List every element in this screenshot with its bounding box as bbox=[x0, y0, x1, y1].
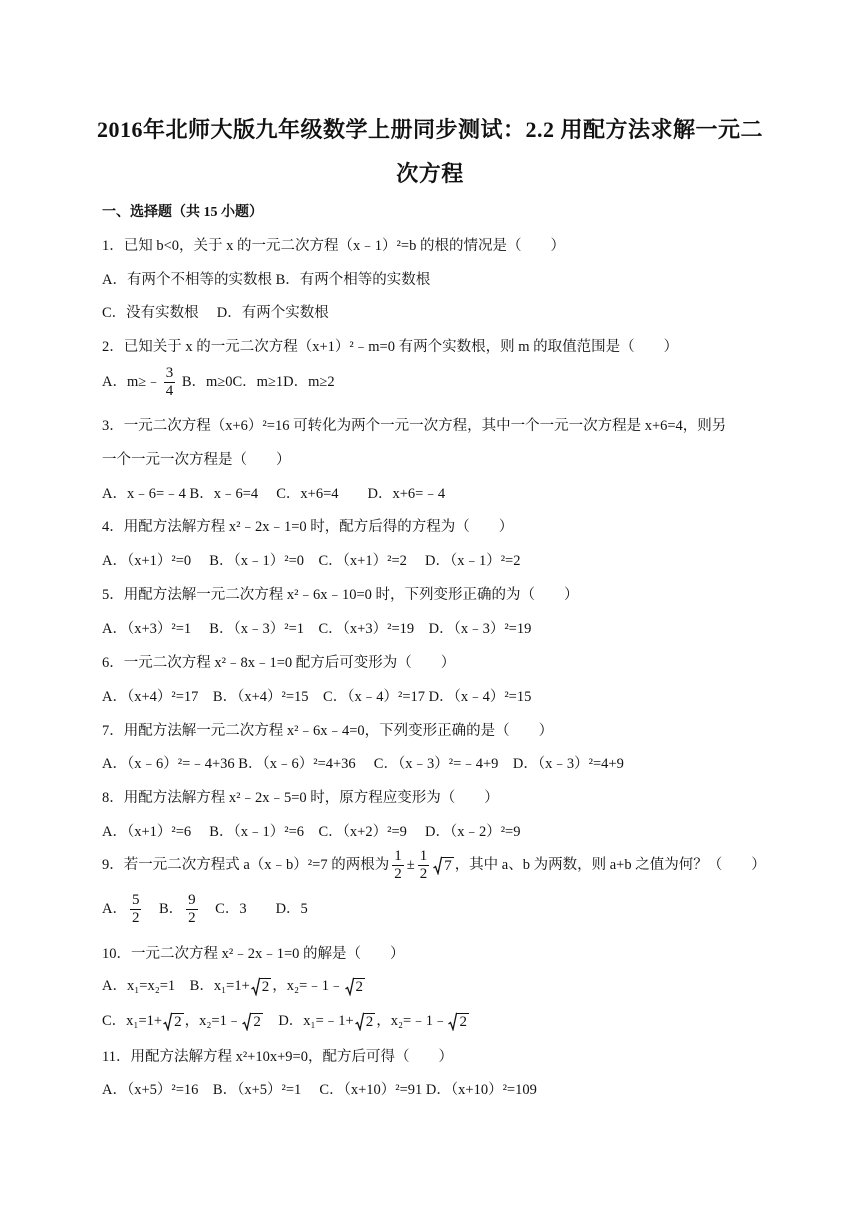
radicand: 2 bbox=[253, 1014, 261, 1031]
fraction bbox=[130, 893, 142, 926]
question-4-options: A．（x+1）²=0 B．（x﹣1）²=0 C．（x+1）²=2 D．（x﹣1）²=2 bbox=[102, 553, 521, 569]
question-9-option-a-label: A． bbox=[102, 900, 127, 917]
question-2-options bbox=[102, 366, 335, 399]
radicand: 2 bbox=[174, 1014, 182, 1031]
square-root bbox=[242, 1012, 263, 1031]
radicand: 2 bbox=[459, 1014, 467, 1031]
question-10-option-a-b-start: A．x₁=x₂=1 B．x₁=1+ bbox=[102, 978, 250, 994]
question-10-options-cd bbox=[102, 1009, 470, 1031]
question-3-stem-line-2: 一个一元一次方程是（ ） bbox=[102, 452, 291, 468]
question-2-option-a-label: A．m≥﹣ bbox=[102, 373, 161, 390]
fraction bbox=[186, 893, 198, 926]
fraction-numerator: 9 bbox=[188, 892, 196, 908]
document-title-line-1: 2016年北师大版九年级数学上册同步测试：2.2 用配方法求解一元二 bbox=[96, 117, 763, 142]
question-6-options: A．（x+4）²=17 B．（x+4）²=15 C．（x﹣4）²=17 D．（x﹣4）²=15 bbox=[102, 689, 532, 705]
question-9-stem-suffix: ，其中 a、b 为两数，则 a+b 之值为何？（ ） bbox=[454, 856, 766, 873]
question-2-options-bcd: B．m≥0C．m≥1D．m≥2 bbox=[181, 373, 335, 390]
fraction bbox=[164, 366, 176, 399]
question-4-stem: 4．用配方法解方程 x²﹣2x﹣1=0 时，配方后得的方程为（ ） bbox=[102, 519, 514, 535]
question-8-stem: 8．用配方法解方程 x²﹣2x﹣5=0 时，原方程应变形为（ ） bbox=[102, 790, 499, 806]
question-7-stem: 7．用配方法解一元二次方程 x²﹣6x﹣4=0，下列变形正确的是（ ） bbox=[102, 723, 554, 739]
fraction-denominator: 4 bbox=[165, 383, 174, 399]
question-9-options bbox=[102, 893, 308, 926]
question-9-stem bbox=[102, 849, 766, 882]
question-10-option-d-second-root: ，x₂=﹣1﹣ bbox=[376, 1013, 448, 1029]
question-3-stem-line-1: 3．一元二次方程（x+6）²=16 可转化为两个一元一次方程，其中一个一元一次方程是 x+6=4，则另 bbox=[102, 418, 727, 434]
question-10-option-c-second-root: ，x₂=1﹣ bbox=[184, 1013, 242, 1029]
radical-sign-icon bbox=[163, 1012, 172, 1031]
square-root bbox=[163, 1012, 184, 1031]
question-10-option-b-second-root: ，x₂=﹣1﹣ bbox=[272, 978, 344, 994]
question-9-options-cd: C．3 D．5 bbox=[215, 900, 308, 917]
square-root bbox=[355, 1012, 376, 1031]
square-root bbox=[433, 856, 454, 875]
question-5-options: A．（x+3）²=1 B．（x﹣3）²=1 C．（x+3）²=19 D．（x﹣3）²=19 bbox=[102, 621, 532, 637]
question-11-stem: 11．用配方法解方程 x²+10x+9=0，配方后可得（ ） bbox=[102, 1049, 453, 1065]
question-11-options: A．（x+5）²=16 B．（x+5）²=1 C．（x+10）²=91 D．（x+10）²=109 bbox=[102, 1082, 537, 1098]
fraction-numerator: 5 bbox=[131, 892, 140, 908]
question-10-option-c-start: C．x₁=1+ bbox=[102, 1013, 163, 1029]
question-9-stem-prefix: 9．若一元二次方程式 a（x﹣b）²=7 的两根为 bbox=[102, 856, 390, 873]
radicand: 2 bbox=[355, 979, 364, 996]
radicand: 2 bbox=[261, 979, 270, 996]
question-10-options-ab bbox=[102, 974, 366, 996]
radicand: 2 bbox=[365, 1014, 374, 1031]
fraction bbox=[392, 849, 404, 882]
radical-sign-icon bbox=[355, 1012, 364, 1031]
section-heading: 一、选择题（共 15 小题） bbox=[102, 205, 263, 220]
question-10-stem: 10．一元二次方程 x²﹣2x﹣1=0 的解是（ ） bbox=[102, 946, 405, 962]
fraction-denominator: 2 bbox=[131, 910, 140, 926]
fraction-denominator: 2 bbox=[188, 910, 196, 926]
fraction-denominator: 2 bbox=[394, 866, 402, 882]
question-2-stem: 2．已知关于 x 的一元二次方程（x+1）²﹣m=0 有两个实数根，则 m 的取值范围是（ ） bbox=[102, 339, 679, 355]
question-1-options-ab: A．有两个不相等的实数根 B．有两个相等的实数根 bbox=[102, 272, 431, 288]
fraction-numerator: 1 bbox=[394, 848, 402, 864]
document-title-line-2: 次方程 bbox=[396, 161, 464, 186]
square-root bbox=[345, 977, 366, 996]
question-9-option-b-label: B． bbox=[158, 900, 184, 917]
fraction-numerator: 3 bbox=[165, 365, 174, 381]
square-root bbox=[251, 977, 272, 996]
radical-sign-icon bbox=[251, 977, 260, 996]
question-10-option-d-start: D．x₁=﹣1+ bbox=[263, 1013, 354, 1029]
question-5-stem: 5．用配方法解一元二次方程 x²﹣6x﹣10=0 时，下列变形正确的为（ ） bbox=[102, 587, 579, 603]
radical-sign-icon bbox=[433, 856, 442, 875]
radical-sign-icon bbox=[345, 977, 354, 996]
plus-minus-sign: ± bbox=[406, 856, 415, 873]
square-root bbox=[448, 1012, 469, 1031]
question-3-options: A．x﹣6=﹣4 B．x﹣6=4 C．x+6=4 D．x+6=﹣4 bbox=[102, 486, 446, 502]
question-8-options: A．（x+1）²=6 B．（x﹣1）²=6 C．（x+2）²=9 D．（x﹣2）²=9 bbox=[102, 824, 521, 840]
fraction bbox=[418, 849, 430, 882]
question-7-options: A．（x﹣6）²=﹣4+36 B．（x﹣6）²=4+36 C．（x﹣3）²=﹣4+9 D．（x﹣3）²=4+9 bbox=[102, 756, 624, 772]
fraction-numerator: 1 bbox=[419, 848, 428, 864]
question-1-stem: 1．已知 b<0，关于 x 的一元二次方程（x﹣1）²=b 的根的情况是（ ） bbox=[102, 238, 565, 254]
fraction-denominator: 2 bbox=[419, 866, 428, 882]
question-6-stem: 6．一元二次方程 x²﹣8x﹣1=0 配方后可变形为（ ） bbox=[102, 655, 456, 671]
question-1-options-cd: C．没有实数根 D．有两个实数根 bbox=[102, 305, 329, 321]
radical-sign-icon bbox=[448, 1012, 457, 1031]
radicand: 7 bbox=[444, 858, 452, 874]
radical-sign-icon bbox=[242, 1012, 251, 1031]
